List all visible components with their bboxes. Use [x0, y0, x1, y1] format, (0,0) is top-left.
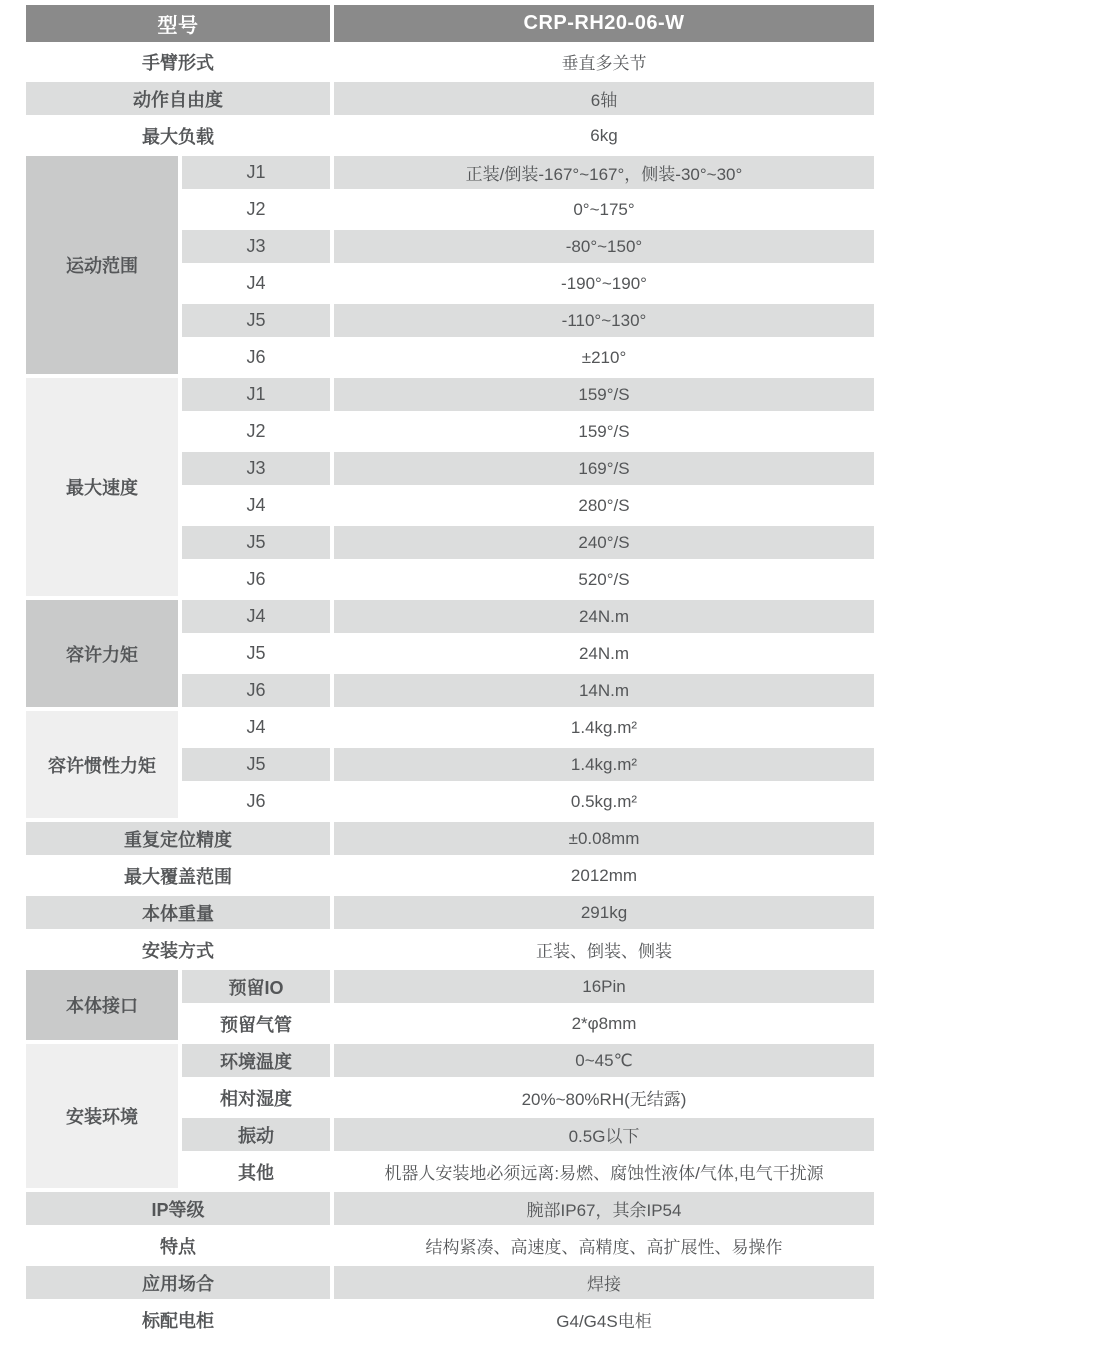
subrow-label: J4	[182, 600, 330, 633]
subrow-label: 预留IO	[182, 970, 330, 1003]
subrow-value: -190°~190°	[334, 267, 874, 300]
group-label: 容许力矩	[26, 600, 178, 707]
model-header-value: CRP-RH20-06-W	[334, 5, 874, 42]
spec-subrow	[182, 970, 874, 1003]
subrow-label: J6	[182, 785, 330, 818]
row-label: 本体重量	[26, 896, 330, 929]
row-value: 6轴	[334, 82, 874, 115]
spec-subrow	[182, 1044, 874, 1077]
subrow-value: 2*φ8mm	[334, 1007, 874, 1040]
spec-subrow	[182, 600, 874, 633]
spec-subrow	[182, 785, 874, 818]
subrow-label: J3	[182, 230, 330, 263]
row-value: 6kg	[334, 119, 874, 152]
row-label: IP等级	[26, 1192, 330, 1225]
row-label: 特点	[26, 1229, 330, 1262]
subrow-value: 机器人安装地必须远离:易燃、腐蚀性液体/气体,电气干扰源	[334, 1155, 874, 1188]
spec-subrow	[182, 304, 874, 337]
spec-subrow	[182, 1007, 874, 1040]
spec-subrow	[182, 748, 874, 781]
subrow-label: J3	[182, 452, 330, 485]
spec-subrow	[182, 637, 874, 670]
subrow-label: 振动	[182, 1118, 330, 1151]
subrow-value: 24N.m	[334, 600, 874, 633]
subrow-value: 0~45℃	[334, 1044, 874, 1077]
row-value: 正装、倒装、侧装	[334, 933, 874, 966]
subrow-label: J5	[182, 304, 330, 337]
spec-subrow	[182, 1118, 874, 1151]
subrow-label: 其他	[182, 1155, 330, 1188]
subrow-value: 1.4kg.m²	[334, 748, 874, 781]
spec-subrow	[182, 1081, 874, 1114]
row-value: 垂直多关节	[334, 45, 874, 78]
spec-table-body	[26, 45, 874, 1336]
spec-row	[26, 1192, 874, 1225]
group-label: 安装环境	[26, 1044, 178, 1188]
row-label: 最大覆盖范围	[26, 859, 330, 892]
row-value: ±0.08mm	[334, 822, 874, 855]
spec-row	[26, 82, 874, 115]
row-value: 焊接	[334, 1266, 874, 1299]
subrow-label: J5	[182, 637, 330, 670]
spec-section	[26, 711, 874, 818]
section-rows	[182, 1044, 874, 1188]
spec-subrow	[182, 267, 874, 300]
spec-subrow	[182, 415, 874, 448]
row-label: 动作自由度	[26, 82, 330, 115]
subrow-value: 20%~80%RH(无结露)	[334, 1081, 874, 1114]
spec-subrow	[182, 674, 874, 707]
group-label: 本体接口	[26, 970, 178, 1040]
spec-section	[26, 156, 874, 374]
subrow-label: J2	[182, 415, 330, 448]
row-value: 291kg	[334, 896, 874, 929]
subrow-label: 环境温度	[182, 1044, 330, 1077]
subrow-value: 0°~175°	[334, 193, 874, 226]
section-rows	[182, 711, 874, 818]
subrow-label: J6	[182, 341, 330, 374]
section-rows	[182, 378, 874, 596]
spec-section	[26, 970, 874, 1040]
subrow-label: 预留气管	[182, 1007, 330, 1040]
spec-subrow	[182, 341, 874, 374]
spec-row	[26, 859, 874, 892]
spec-row	[26, 1266, 874, 1299]
subrow-value: 正装/倒装-167°~167°，侧装-30°~30°	[334, 156, 874, 189]
subrow-value: 0.5kg.m²	[334, 785, 874, 818]
subrow-label: J4	[182, 711, 330, 744]
section-rows	[182, 970, 874, 1040]
spec-subrow	[182, 489, 874, 522]
row-label: 重复定位精度	[26, 822, 330, 855]
spec-subrow	[182, 156, 874, 189]
spec-row	[26, 822, 874, 855]
subrow-value: 159°/S	[334, 415, 874, 448]
subrow-value: 0.5G以下	[334, 1118, 874, 1151]
subrow-value: 16Pin	[334, 970, 874, 1003]
table-header-row	[26, 5, 874, 42]
spec-section	[26, 1044, 874, 1188]
subrow-label: J6	[182, 674, 330, 707]
spec-subrow	[182, 193, 874, 226]
subrow-label: J4	[182, 267, 330, 300]
spec-row	[26, 119, 874, 152]
row-value: 腕部IP67，其余IP54	[334, 1192, 874, 1225]
row-label: 应用场合	[26, 1266, 330, 1299]
subrow-value: 24N.m	[334, 637, 874, 670]
section-rows	[182, 156, 874, 374]
group-label: 最大速度	[26, 378, 178, 596]
spec-section	[26, 600, 874, 707]
spec-subrow	[182, 526, 874, 559]
subrow-value: 159°/S	[334, 378, 874, 411]
subrow-label: J1	[182, 156, 330, 189]
subrow-value: 14N.m	[334, 674, 874, 707]
subrow-value: 1.4kg.m²	[334, 711, 874, 744]
subrow-value: ±210°	[334, 341, 874, 374]
spec-subrow	[182, 452, 874, 485]
subrow-label: J4	[182, 489, 330, 522]
group-label: 容许惯性力矩	[26, 711, 178, 818]
row-value: G4/G4S电柜	[334, 1303, 874, 1336]
spec-subrow	[182, 378, 874, 411]
subrow-value: 240°/S	[334, 526, 874, 559]
subrow-value: -110°~130°	[334, 304, 874, 337]
section-rows	[182, 600, 874, 707]
group-label: 运动范围	[26, 156, 178, 374]
row-value: 结构紧凑、高速度、高精度、高扩展性、易操作	[334, 1229, 874, 1262]
spec-section	[26, 378, 874, 596]
subrow-label: J5	[182, 526, 330, 559]
subrow-label: 相对湿度	[182, 1081, 330, 1114]
row-label: 安装方式	[26, 933, 330, 966]
spec-subrow	[182, 1155, 874, 1188]
spec-row	[26, 45, 874, 78]
subrow-value: 280°/S	[334, 489, 874, 522]
subrow-value: 520°/S	[334, 563, 874, 596]
spec-subrow	[182, 230, 874, 263]
subrow-label: J1	[182, 378, 330, 411]
subrow-value: 169°/S	[334, 452, 874, 485]
subrow-label: J2	[182, 193, 330, 226]
spec-subrow	[182, 711, 874, 744]
subrow-value: -80°~150°	[334, 230, 874, 263]
subrow-label: J5	[182, 748, 330, 781]
row-label: 手臂形式	[26, 45, 330, 78]
model-header-label: 型号	[26, 5, 330, 42]
spec-row	[26, 933, 874, 966]
row-label: 最大负载	[26, 119, 330, 152]
subrow-label: J6	[182, 563, 330, 596]
row-label: 标配电柜	[26, 1303, 330, 1336]
spec-table	[26, 5, 874, 1340]
spec-subrow	[182, 563, 874, 596]
spec-row	[26, 1303, 874, 1336]
spec-row	[26, 1229, 874, 1262]
row-value: 2012mm	[334, 859, 874, 892]
spec-row	[26, 896, 874, 929]
